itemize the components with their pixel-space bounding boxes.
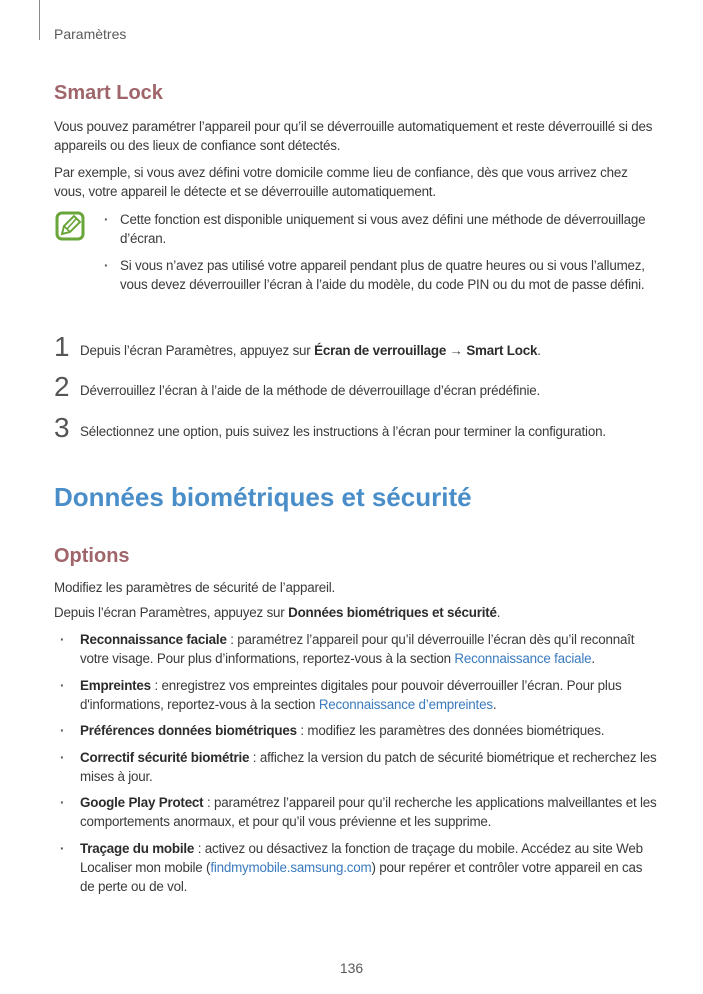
section-heading-smart-lock: Smart Lock (54, 82, 163, 104)
option-item-play-protect: · Google Play Protect : paramétrez l’appareil pour qu’il recherche les applications malveillantes et les comportements anormaux, et pour qu’il vous prévienne et les supprime. (58, 793, 658, 831)
option-item-fingerprints: · Empreintes : enregistrez vos empreintes digitales pour pouvoir déverrouiller l’écran. Pour plus d'informations, reportez-vous à la section Reconnaissance d’empreintes. (58, 676, 658, 714)
step-number: 3 (54, 412, 70, 443)
smart-lock-intro-2: Par exemple, si vous avez défini votre domicile comme lieu de confiance, dès que vous arrivez chez vous, votre appareil le détecte et se déverrouille automatiquement. (54, 165, 628, 199)
note-list (102, 210, 662, 302)
link-face-recognition[interactable]: Reconnaissance faciale (454, 651, 592, 666)
header-rule (39, 0, 40, 40)
smart-lock-intro-1: Vous pouvez paramétrer l’appareil pour qu’il se déverrouille automatiquement et reste déverrouillé si des appareils ou des lieux de confiance sont détectés. (54, 119, 653, 153)
note-item: · Cette fonction est disponible uniquement si vous avez défini une méthode de déverrouillage d’écran. (102, 210, 662, 248)
step-text: Depuis l’écran Paramètres, appuyez sur Écran de verrouillage → Smart Lock. (80, 343, 541, 358)
note-item: · Si vous n’avez pas utilisé votre appareil pendant plus de quatre heures ou si vous l’allumez, vous devez déverrouiller l’écran à l’aide du modèle, du code PIN ou du mot de passe défini. (102, 256, 662, 294)
option-item-find-my-mobile: · Traçage du mobile : activez ou désactivez la fonction de traçage du mobile. Accédez au site Web Localiser mon mobile (findmymobile.samsung.com) pour repérer et contrôler votre appareil en cas de perte ou de vol. (58, 839, 658, 896)
option-item-biometric-preferences: · Préférences données biométriques : modifiez les paramètres des données biométriques. (58, 721, 658, 740)
step-number: 2 (54, 371, 70, 402)
step-number: 1 (54, 331, 70, 362)
step-2 (54, 371, 674, 407)
step-text: Déverrouillez l’écran à l’aide de la méthode de déverrouillage d’écran prédéfinie. (80, 383, 540, 398)
option-item-biometric-patch: · Correctif sécurité biométrie : affichez la version du patch de sécurité biométrique et recherchez les mises à jour. (58, 748, 658, 786)
options-list (58, 630, 658, 903)
chapter-heading-biometrics: Données biométriques et sécurité (54, 482, 472, 512)
step-3 (54, 412, 674, 448)
link-fingerprint-recognition[interactable]: Reconnaissance d’empreintes (318, 696, 493, 712)
options-intro-2: Depuis l’écran Paramètres, appuyez sur Données biométriques et sécurité. (54, 605, 501, 620)
option-item-face-recognition: · Reconnaissance faciale : paramétrez l’appareil pour qu’il déverrouille l’écran dès qu’il reconnaît votre visage. Pour plus d’informations, reportez-vous à la section Reconnaissance faciale. (58, 630, 658, 668)
step-text: Sélectionnez une option, puis suivez les instructions à l’écran pour terminer la configuration. (80, 424, 606, 439)
page-number: 136 (339, 960, 364, 976)
note-pencil-icon (55, 211, 85, 241)
options-intro-1: Modifiez les paramètres de sécurité de l’appareil. (54, 580, 336, 595)
step-1 (54, 331, 674, 367)
running-header: Paramètres (54, 26, 127, 42)
section-heading-options: Options (54, 545, 130, 567)
link-findmymobile[interactable]: findmymobile.samsung.com (210, 859, 372, 875)
